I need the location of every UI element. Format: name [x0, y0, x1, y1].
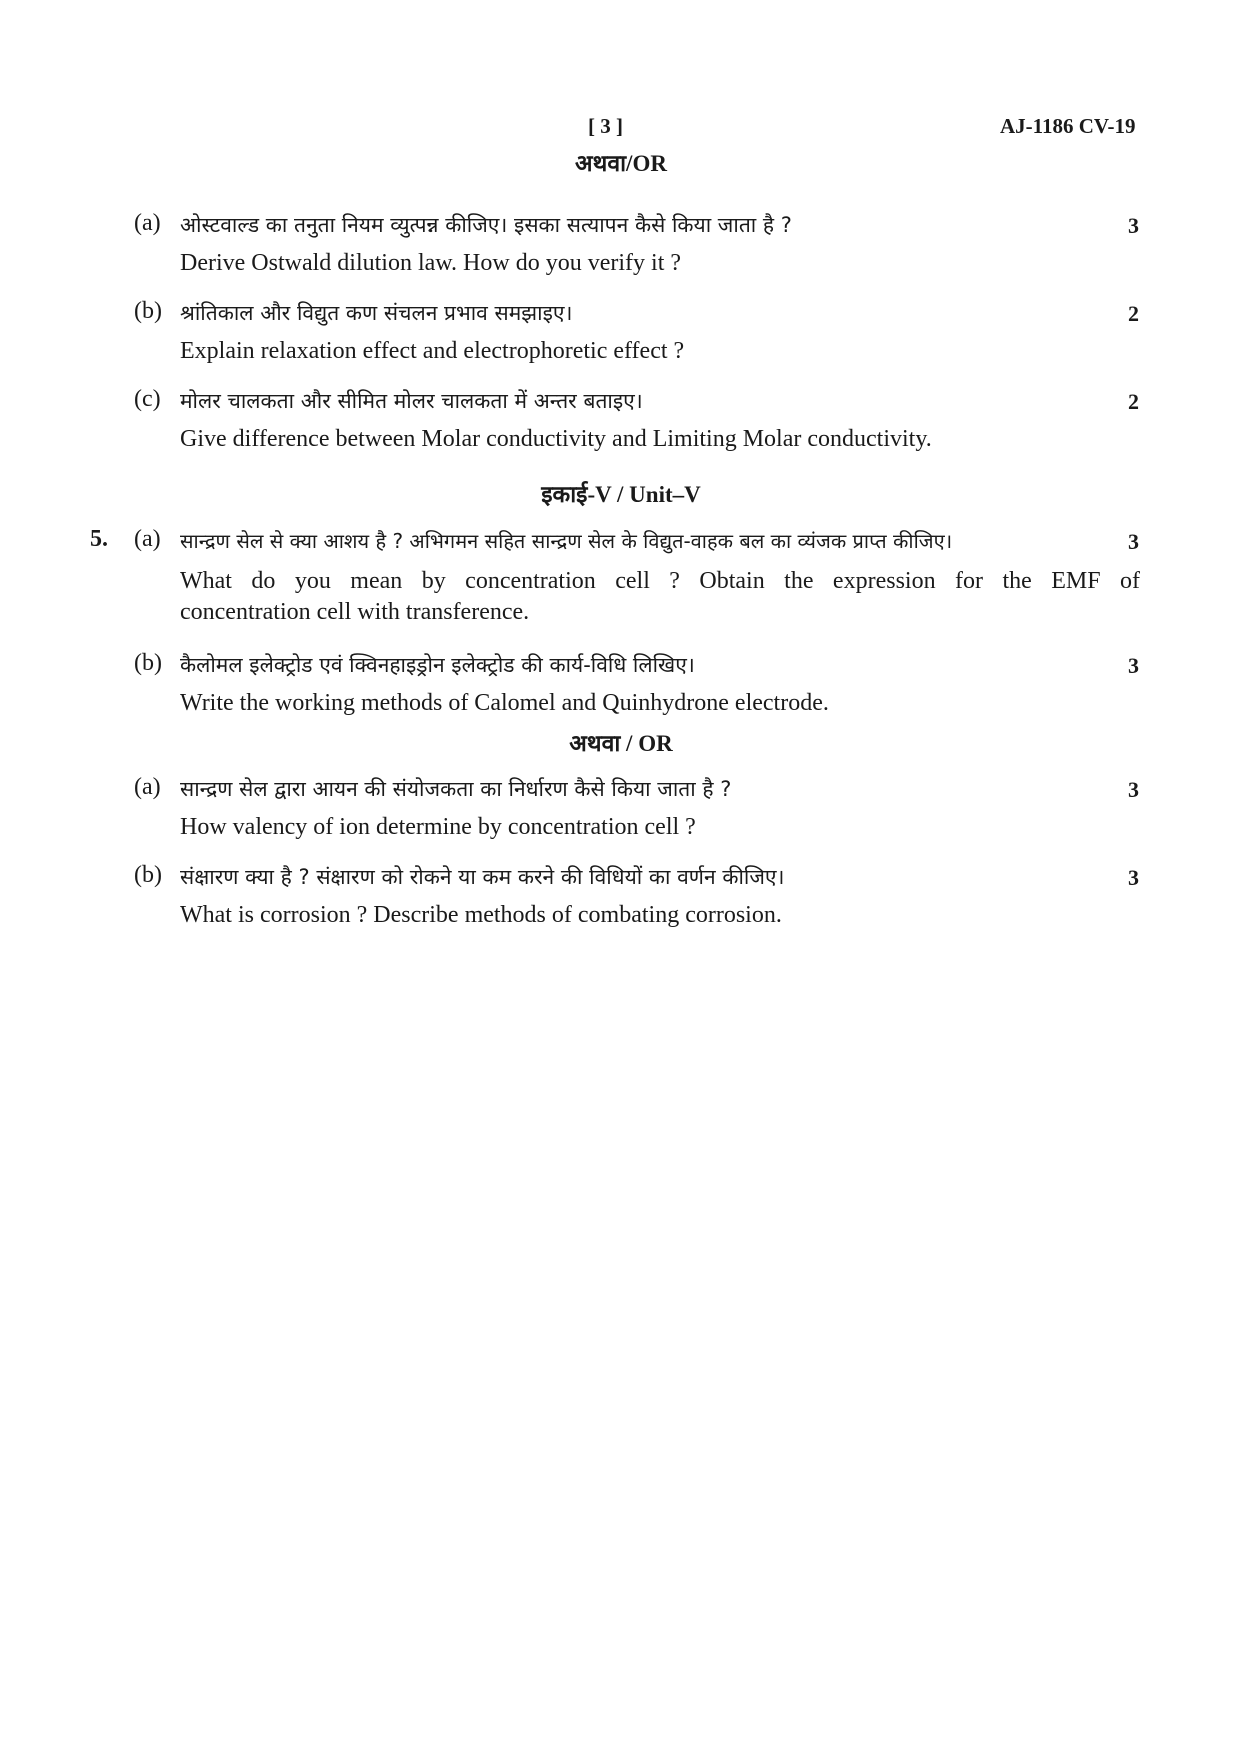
q5-or-b-english: What is corrosion ? Describe methods of combating corrosion.: [180, 902, 782, 928]
q5-or-a-hindi: सान्द्रण सेल द्वारा आयन की संयोजकता का निर्धारण कैसे किया जाता है ?: [180, 777, 732, 801]
q5-or-a-english: How valency of ion determine by concentration cell ?: [180, 814, 696, 840]
q4-or-b-label: (b): [134, 298, 162, 324]
q4-or-b-marks: 2: [1128, 301, 1139, 326]
q4-or-b-english: Explain relaxation effect and electrophoretic effect ?: [180, 338, 685, 364]
unit-v-heading: इकाई-V / Unit–V: [541, 482, 701, 507]
q5-or-b-label: (b): [134, 862, 162, 888]
q4-or-c-label: (c): [134, 386, 161, 412]
q4-or-a-english: Derive Ostwald dilution law. How do you verify it ?: [180, 250, 682, 276]
q5-b-hindi: कैलोमल इलेक्ट्रोड एवं क्विनहाइड्रोन इलेक्ट्रोड की कार्य-विधि लिखिए।: [180, 653, 695, 677]
q4-or-a-hindi: ओस्टवाल्ड का तनुता नियम व्युत्पन्न कीजिए। इसका सत्यापन कैसे किया जाता है ?: [180, 213, 792, 237]
question-5-number: 5.: [90, 526, 108, 552]
q4-or-a-label: (a): [134, 210, 161, 236]
q5-a-english-line-2: concentration cell with transference.: [180, 599, 530, 625]
q5-a-marks: 3: [1128, 529, 1139, 554]
q4-or-c-english: Give difference between Molar conductivity and Limiting Molar conductivity.: [180, 426, 932, 452]
or-heading-2: अथवा / OR: [569, 731, 673, 756]
q5-b-label: (b): [134, 650, 162, 676]
q5-or-a-label: (a): [134, 774, 161, 800]
q4-or-c-marks: 2: [1128, 389, 1139, 414]
q5-b-english: Write the working methods of Calomel and Quinhydrone electrode.: [180, 690, 829, 716]
q5-a-english-line-1: What do you mean by concentration cell ? Obtain the expression for the EMF of: [180, 568, 1140, 594]
page-number: [ 3 ]: [588, 114, 623, 138]
q4-or-a-marks: 3: [1128, 213, 1139, 238]
q4-or-c-hindi: मोलर चालकता और सीमित मोलर चालकता में अन्तर बताइए।: [180, 389, 643, 413]
q5-or-b-marks: 3: [1128, 865, 1139, 890]
q5-or-a-marks: 3: [1128, 777, 1139, 802]
or-heading-1: अथवा/OR: [575, 151, 667, 176]
q5-a-hindi: सान्द्रण सेल से क्या आशय है ? अभिगमन सहित सान्द्रण सेल के विद्युत-वाहक बल का व्यंजक प्राप्त कीजिए।: [180, 529, 953, 553]
q5-a-label: (a): [134, 526, 161, 552]
q5-or-b-hindi: संक्षारण क्या है ? संक्षारण को रोकने या कम करने की विधियों का वर्णन कीजिए।: [180, 865, 785, 889]
q5-b-marks: 3: [1128, 653, 1139, 678]
q4-or-b-hindi: श्रांतिकाल और विद्युत कण संचलन प्रभाव समझाइए।: [180, 301, 573, 325]
paper-code: AJ-1186 CV-19: [1000, 114, 1136, 138]
